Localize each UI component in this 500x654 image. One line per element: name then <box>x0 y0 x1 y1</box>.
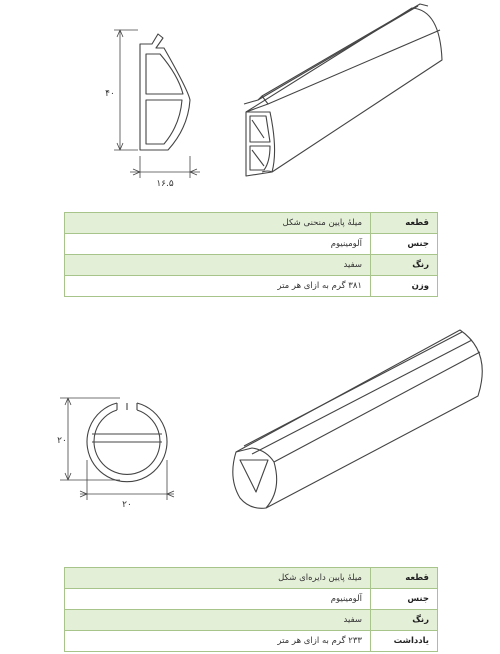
spec-row <box>65 568 438 589</box>
spec-key: قطعه <box>371 213 438 234</box>
width-label: ۱۶.۵ <box>156 179 174 189</box>
height-dimension <box>60 398 120 480</box>
spec-row <box>65 631 438 652</box>
spec-value: آلومینیوم <box>65 234 371 255</box>
round-bar-3d <box>233 330 482 508</box>
spec-key: رنگ <box>371 610 438 631</box>
spec-key: جنس <box>371 234 438 255</box>
spec-key: جنس <box>371 589 438 610</box>
height-label: ۴۰ <box>105 89 115 99</box>
spec-row <box>65 213 438 234</box>
spec-value: میلهٔ پایین منحنی شکل <box>65 213 371 234</box>
width-label: ۲۰ <box>122 500 132 510</box>
spec-value: سفید <box>65 610 371 631</box>
spec-key: یادداشت <box>371 631 438 652</box>
spec-value: آلومینیوم <box>65 589 371 610</box>
curved-bar-section <box>140 34 190 150</box>
spec-row <box>65 589 438 610</box>
spec-row <box>65 276 438 297</box>
round-bar-spec-table <box>64 567 438 652</box>
height-label: ۲۰ <box>57 436 67 446</box>
spec-value: ۲۳۳ گرم به ازای هر متر <box>65 631 371 652</box>
spec-row <box>65 255 438 276</box>
round-bar-section <box>87 403 167 482</box>
curved-bar-drawing <box>0 0 500 205</box>
spec-row <box>65 610 438 631</box>
curved-bar-3d <box>244 4 442 176</box>
spec-key: قطعه <box>371 568 438 589</box>
curved-bar-spec-table <box>64 212 438 297</box>
spec-row <box>65 234 438 255</box>
spec-key: وزن <box>371 276 438 297</box>
spec-value: سفید <box>65 255 371 276</box>
round-bar-drawing <box>0 318 500 563</box>
spec-value: میلهٔ پایین دایره‌ای شکل <box>65 568 371 589</box>
spec-value: ۳۸۱ گرم به ازای هر متر <box>65 276 371 297</box>
width-dimension <box>130 156 200 178</box>
height-dimension <box>114 30 138 150</box>
spec-key: رنگ <box>371 255 438 276</box>
